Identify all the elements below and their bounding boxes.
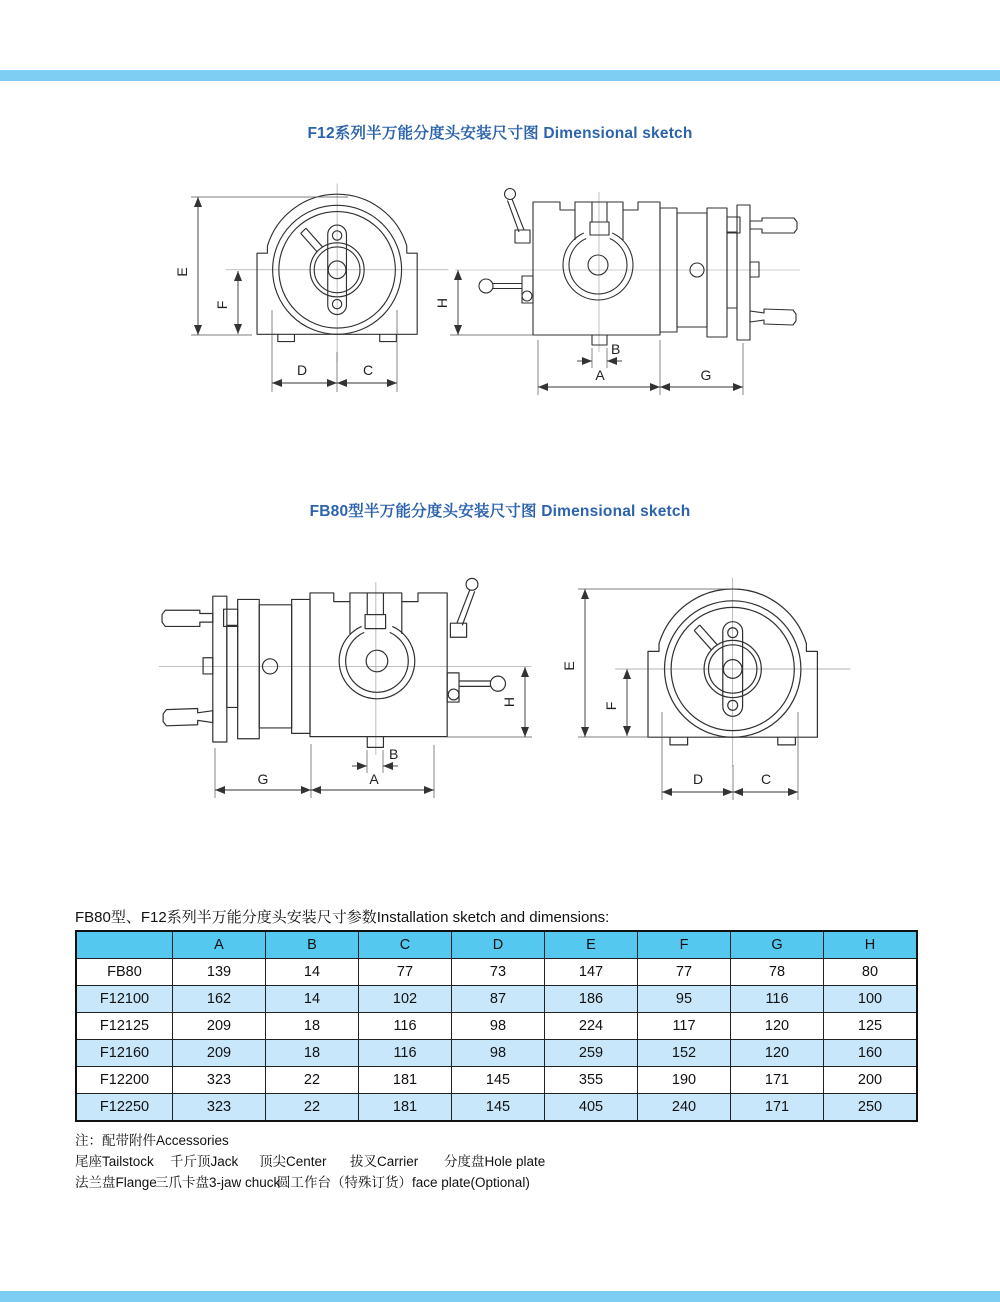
table-header-cell: C: [359, 931, 452, 959]
table-cell: 171: [731, 1094, 824, 1122]
table-cell: 98: [452, 1040, 545, 1067]
dim-label-c: C: [362, 362, 374, 378]
table-cell: 209: [173, 1013, 266, 1040]
dim-label-c: C: [760, 771, 772, 787]
table-header-cell: D: [452, 931, 545, 959]
table-cell: 224: [545, 1013, 638, 1040]
table-cell: 125: [824, 1013, 918, 1040]
table-cell: 250: [824, 1094, 918, 1122]
dim-label-b: B: [389, 746, 399, 762]
model-cell: FB80: [76, 959, 173, 986]
table-cell: 139: [173, 959, 266, 986]
dim-label-b: B: [611, 341, 621, 357]
notes-line-1: [75, 1129, 975, 1147]
model-cell: F12125: [76, 1013, 173, 1040]
table-cell: 355: [545, 1067, 638, 1094]
table-row: [76, 986, 917, 1013]
dim-label-g: G: [700, 367, 712, 383]
table-header-cell: B: [266, 931, 359, 959]
table-header-row: [76, 931, 917, 959]
table-cell: 98: [452, 1013, 545, 1040]
table-cell: 171: [731, 1067, 824, 1094]
dim-label-e: E: [561, 661, 577, 671]
note-item: 千斤顶Jack: [170, 1154, 239, 1169]
table-cell: 14: [266, 959, 359, 986]
table-cell: 14: [266, 986, 359, 1013]
table-cell: 209: [173, 1040, 266, 1067]
table-header-cell: G: [731, 931, 824, 959]
dim-label-a: A: [595, 367, 605, 383]
note-item: 顶尖Center: [259, 1154, 327, 1169]
table-cell: 80: [824, 959, 918, 986]
model-cell: F12160: [76, 1040, 173, 1067]
dim-label-d: D: [692, 771, 704, 787]
notes-line-3: [75, 1171, 975, 1189]
table-row: [76, 1013, 917, 1040]
table-row: [76, 959, 917, 986]
table-cell: 116: [359, 1013, 452, 1040]
model-cell: F12250: [76, 1094, 173, 1122]
table-cell: 323: [173, 1094, 266, 1122]
dim-label-f: F: [603, 701, 619, 711]
table-cell: 162: [173, 986, 266, 1013]
table-cell: 259: [545, 1040, 638, 1067]
table-cell: 152: [638, 1040, 731, 1067]
table-header-cell: [76, 931, 173, 959]
table-cell: 120: [731, 1040, 824, 1067]
dim-label-h: H: [501, 696, 517, 708]
f12-front-view: [174, 184, 448, 393]
f12-side-view: [434, 189, 800, 396]
table-cell: 116: [731, 986, 824, 1013]
table-header-cell: E: [545, 931, 638, 959]
notes-line-2: [75, 1150, 975, 1168]
table-cell: 200: [824, 1067, 918, 1094]
table-cell: 73: [452, 959, 545, 986]
dimensions-table: [75, 930, 918, 1122]
table-cell: 116: [359, 1040, 452, 1067]
note-item: 尾座Tailstock: [75, 1154, 154, 1169]
table-cell: 181: [359, 1094, 452, 1122]
note-item: 法兰盘Flange: [75, 1175, 157, 1190]
table-header-cell: H: [824, 931, 918, 959]
dim-label-f: F: [214, 300, 230, 310]
dim-label-d: D: [296, 362, 308, 378]
dim-label-h: H: [434, 297, 450, 309]
table-cell: 95: [638, 986, 731, 1013]
table-row: [76, 1094, 917, 1122]
table-cell: 22: [266, 1094, 359, 1122]
table-cell: 78: [731, 959, 824, 986]
note-item: 三爪卡盘3-jaw chuck: [155, 1175, 281, 1190]
table-header-cell: A: [173, 931, 266, 959]
table-cell: 160: [824, 1040, 918, 1067]
fb80-front-view: [561, 578, 850, 800]
table-cell: 22: [266, 1067, 359, 1094]
section2-title: FB80型半万能分度头安装尺寸图 Dimensional sketch: [309, 503, 691, 520]
dim-label-a: A: [369, 771, 379, 787]
table-cell: 87: [452, 986, 545, 1013]
dim-label-e: E: [174, 267, 190, 277]
dim-label-g: G: [257, 771, 269, 787]
table-cell: 181: [359, 1067, 452, 1094]
table-row: [76, 1040, 917, 1067]
note-item: 分度盘Hole plate: [444, 1154, 546, 1169]
table-cell: 77: [638, 959, 731, 986]
note-accessories: 注：配带附件Accessories: [75, 1133, 229, 1148]
table-cell: 147: [545, 959, 638, 986]
section1-title: F12系列半万能分度头安装尺寸图 Dimensional sketch: [307, 125, 693, 142]
table-cell: 190: [638, 1067, 731, 1094]
table-header-cell: F: [638, 931, 731, 959]
table-cell: 117: [638, 1013, 731, 1040]
table-cell: 18: [266, 1040, 359, 1067]
table-cell: 405: [545, 1094, 638, 1122]
model-cell: F12100: [76, 986, 173, 1013]
model-cell: F12200: [76, 1067, 173, 1094]
table-cell: 323: [173, 1067, 266, 1094]
table-cell: 100: [824, 986, 918, 1013]
table-title: FB80型、F12系列半万能分度头安装尺寸参数Installation sketch and dimensions:: [75, 909, 610, 926]
table-cell: 77: [359, 959, 452, 986]
note-item: 圆工作台（特殊订货）face plate(Optional): [277, 1175, 530, 1190]
table-row: [76, 1067, 917, 1094]
table-cell: 102: [359, 986, 452, 1013]
table-cell: 240: [638, 1094, 731, 1122]
fb80-side-view: [159, 578, 532, 798]
table-cell: 120: [731, 1013, 824, 1040]
table-cell: 145: [452, 1067, 545, 1094]
table-cell: 18: [266, 1013, 359, 1040]
note-item: 拔叉Carrier: [350, 1154, 419, 1169]
table-cell: 186: [545, 986, 638, 1013]
table-cell: 145: [452, 1094, 545, 1122]
